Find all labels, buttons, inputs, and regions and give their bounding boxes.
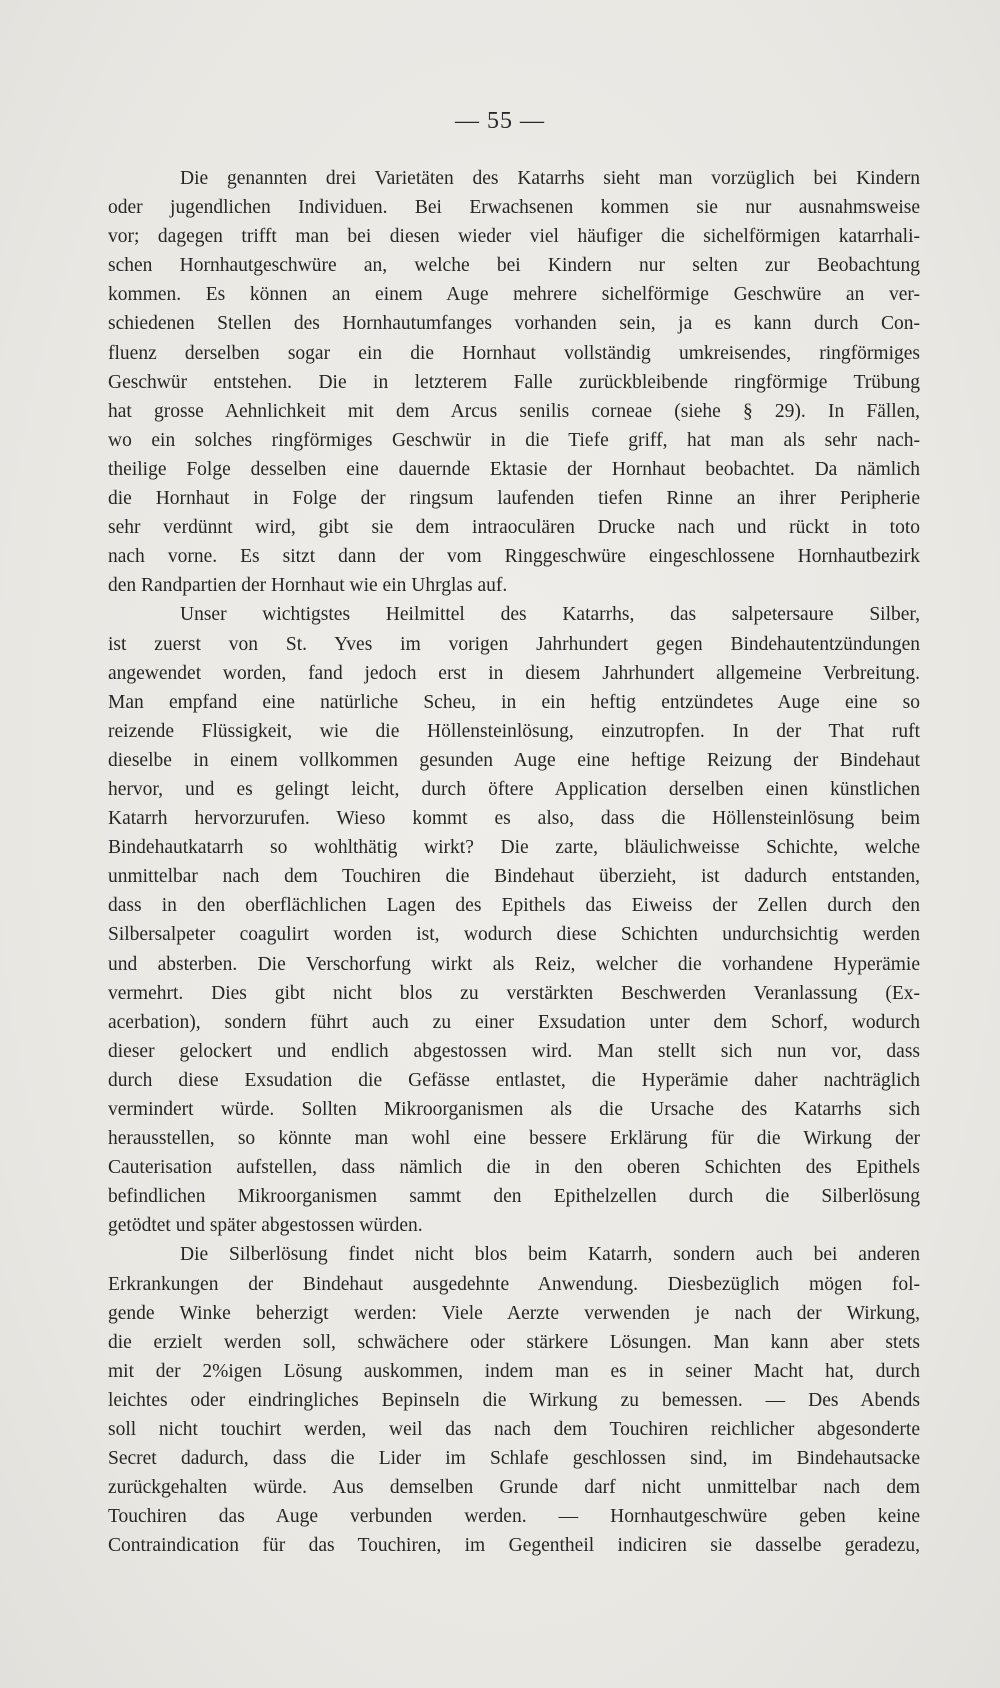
text-line: hervor, und es gelingt leicht, durch öftere Application derselben einen künstlichen <box>108 778 920 800</box>
text-line: Erkrankungen der Bindehaut ausgedehnte Anwendung. Diesbezüglich mögen fol- <box>108 1273 920 1295</box>
text-line: herausstellen, so könnte man wohl eine bessere Erklärung für die Wirkung der <box>108 1128 920 1150</box>
text-line: getödtet und später abgestossen würden. <box>108 1215 423 1237</box>
text-line: leichtes oder eindringliches Bepinseln die Wirkung zu bemessen. — Des Abends <box>108 1389 920 1411</box>
text-line: Cauterisation aufstellen, dass nämlich die in den oberen Schichten des Epithels <box>108 1157 920 1179</box>
text-line: ist zuerst von St. Yves im vorigen Jahrhundert gegen Bindehautentzündungen <box>108 633 920 655</box>
text-line: unmittelbar nach dem Touchiren die Bindehaut überzieht, ist dadurch entstanden, <box>108 866 920 888</box>
text-line: zurückgehalten würde. Aus demselben Grunde darf nicht unmittelbar nach dem <box>108 1477 920 1499</box>
text-line: Contraindication für das Touchiren, im Gegentheil indiciren sie dasselbe geradezu, <box>108 1535 920 1557</box>
text-line: schen Hornhautgeschwüre an, welche bei Kindern nur selten zur Beobachtung <box>108 255 920 277</box>
text-line: die erzielt werden soll, schwächere oder stärkere Lösungen. Man kann aber stets <box>108 1331 920 1353</box>
text-line: dieselbe in einem vollkommen gesunden Auge eine heftige Reizung der Bindehaut <box>108 749 920 771</box>
text-line: Secret dadurch, dass die Lider im Schlafe geschlossen sind, im Bindehautsacke <box>108 1448 920 1470</box>
text-line: gende Winke beherzigt werden: Viele Aerzte verwenden je nach der Wirkung, <box>108 1302 920 1324</box>
text-line: durch diese Exsudation die Gefässe entlastet, die Hyperämie daher nachträglich <box>108 1069 920 1091</box>
text-line: Man empfand eine natürliche Scheu, in ein heftig entzündetes Auge eine so <box>108 691 920 713</box>
text-line: befindlichen Mikroorganismen sammt den Epithelzellen durch die Silberlösung <box>108 1186 920 1208</box>
text-line: Unser wichtigstes Heilmittel des Katarrhs, das salpetersaure Silber, <box>180 604 920 626</box>
text-line: Silbersalpeter coagulirt worden ist, wodurch diese Schichten undurchsichtig werden <box>108 924 920 946</box>
text-line: und absterben. Die Verschorfung wirkt als Reiz, welcher die vorhandene Hyperämie <box>108 953 920 975</box>
text-line: vor; dagegen trifft man bei diesen wieder viel häufiger die sichelförmigen katarrhali- <box>108 226 920 248</box>
text-line: reizende Flüssigkeit, wie die Höllensteinlösung, einzutropfen. In der That ruft <box>108 720 920 742</box>
text-line: angewendet worden, fand jedoch erst in diesem Jahrhundert allgemeine Verbreitung. <box>108 662 920 684</box>
text-line: vermindert würde. Sollten Mikroorganismen als die Ursache des Katarrhs sich <box>108 1099 920 1120</box>
text-line: fluenz derselben sogar ein die Hornhaut vollständig umkreisendes, ringförmiges <box>108 342 920 364</box>
text-line: mit der 2%igen Lösung auskommen, indem man es in seiner Macht hat, durch <box>108 1360 920 1382</box>
body-text <box>108 164 920 1561</box>
text-line: Die Silberlösung findet nicht blos beim Katarrh, sondern auch bei anderen <box>180 1244 920 1266</box>
text-line: theilige Folge desselben eine dauernde Ektasie der Hornhaut beobachtet. Da nämlich <box>108 458 920 480</box>
text-line: Die genannten drei Varietäten des Katarrhs sieht man vorzüglich bei Kindern <box>180 168 920 189</box>
text-line: schiedenen Stellen des Hornhautumfanges vorhanden sein, ja es kann durch Con- <box>108 313 920 335</box>
text-line: vermehrt. Dies gibt nicht blos zu verstärkten Beschwerden Veranlassung (Ex- <box>108 982 920 1004</box>
text-line: wo ein solches ringförmiges Geschwür in die Tiefe griff, hat man als sehr nach- <box>108 429 920 451</box>
text-line: Geschwür entstehen. Die in letzterem Falle zurückbleibende ringförmige Trübung <box>108 371 920 393</box>
text-line: dieser gelockert und endlich abgestossen wird. Man stellt sich nun vor, dass <box>108 1040 920 1062</box>
text-line: oder jugendlichen Individuen. Bei Erwachsenen kommen sie nur ausnahmsweise <box>108 197 920 219</box>
text-line: dass in den oberflächlichen Lagen des Epithels das Eiweiss der Zellen durch den <box>108 895 920 917</box>
text-line: hat grosse Aehnlichkeit mit dem Arcus senilis corneae (siehe § 29). In Fällen, <box>108 400 920 422</box>
text-line: den Randpartien der Hornhaut wie ein Uhrglas auf. <box>108 575 508 597</box>
text-line: acerbation), sondern führt auch zu einer Exsudation unter dem Schorf, wodurch <box>108 1011 920 1033</box>
text-line: sehr verdünnt wird, gibt sie dem intraoculären Drucke nach und rückt in toto <box>108 517 920 539</box>
text-line: Touchiren das Auge verbunden werden. — Hornhautgeschwüre geben keine <box>108 1506 920 1528</box>
text-line: Bindehautkatarrh so wohlthätig wirkt? Die zarte, bläulichweisse Schichte, welche <box>108 837 920 859</box>
text-line: soll nicht touchirt werden, weil das nach dem Touchiren reichlicher abgesonderte <box>108 1419 920 1441</box>
text-line: kommen. Es können an einem Auge mehrere sichelförmige Geschwüre an ver- <box>108 284 920 306</box>
text-line: Katarrh hervorzurufen. Wieso kommt es also, dass die Höllensteinlösung beim <box>108 808 920 830</box>
page-number: — 55 — <box>455 108 545 134</box>
text-line: nach vorne. Es sitzt dann der vom Ringgeschwüre eingeschlossene Hornhautbezirk <box>108 546 920 568</box>
text-line: die Hornhaut in Folge der ringsum laufenden tiefen Rinne an ihrer Peripherie <box>108 488 920 510</box>
